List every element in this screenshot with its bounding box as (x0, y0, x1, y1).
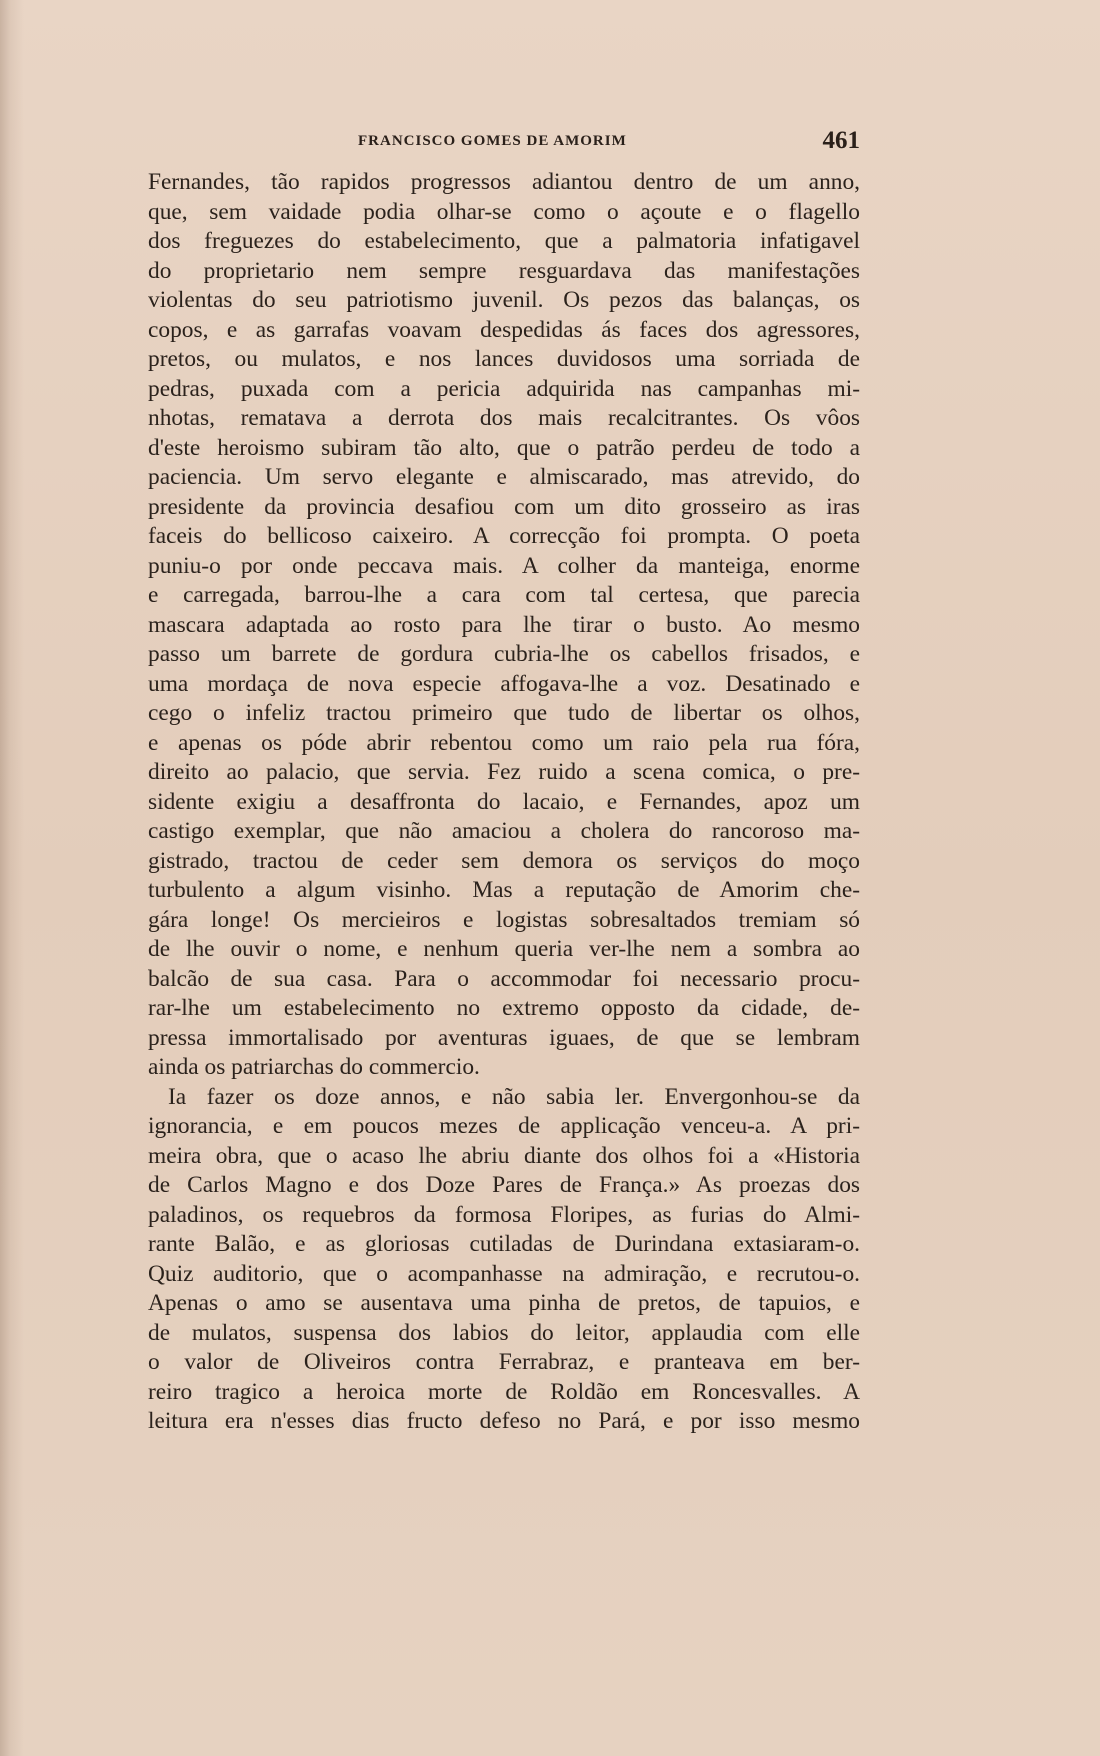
running-title: FRANCISCO GOMES DE AMORIM (358, 133, 627, 149)
text-line: puniu-o por onde peccava mais. A colher da manteiga, enorme (148, 552, 860, 579)
text-line: meira obra, que o acaso lhe abriu diante dos olhos foi a «Historia (148, 1142, 860, 1169)
text-line: passo um barrete de gordura cubria-lhe os cabellos frisados, e (148, 641, 860, 667)
text-line: de lhe ouvir o nome, e nenhum queria ver-lhe nem a sombra ao (148, 936, 860, 962)
text-line: dos freguezes do estabelecimento, que a palmatoria infatigavel (148, 228, 860, 254)
body-text (148, 168, 860, 1437)
text-line: direito ao palacio, que servia. Fez ruido a scena comica, o pre- (148, 759, 860, 785)
running-head (148, 127, 860, 157)
text-line: mascara adaptada ao rosto para lhe tirar o busto. Ao mesmo (148, 611, 860, 638)
text-line: faceis do bellicoso caixeiro. A correcção foi prompta. O poeta (148, 523, 860, 549)
text-line: uma mordaça de nova especie affogava-lhe a voz. Desatinado e (148, 670, 860, 697)
paragraph-start-line: Ia fazer os doze annos, e não sabia ler. Envergonhou-se da (168, 1083, 860, 1110)
text-line: e carregada, barrou-lhe a cara com tal certesa, que parecia (148, 582, 860, 608)
text-line: gára longe! Os mercieiros e logistas sobresaltados tremiam só (148, 906, 860, 933)
text-line: sidente exigiu a desaffronta do lacaio, e Fernandes, apoz um (148, 788, 860, 815)
text-line: pretos, ou mulatos, e nos lances duvidosos uma sorriada de (148, 346, 860, 372)
text-line: pressa immortalisado por aventuras iguaes, de que se lembram (148, 1024, 860, 1051)
text-line: e apenas os póde abrir rebentou como um raio pela rua fóra, (148, 729, 860, 756)
text-line: o valor de Oliveiros contra Ferrabraz, e pranteava em ber- (148, 1349, 860, 1375)
text-line: reiro tragico a heroica morte de Roldão em Roncesvalles. A (148, 1378, 860, 1405)
text-line: leitura era n'esses dias fructo defeso no Pará, e por isso mesmo (148, 1408, 860, 1434)
text-line: copos, e as garrafas voavam despedidas ás faces dos agressores, (148, 316, 860, 343)
text-line: gistrado, tractou de ceder sem demora os serviços do moço (148, 847, 860, 874)
text-line: violentas do seu patriotismo juvenil. Os pezos das balanças, os (148, 287, 860, 313)
text-line: Quiz auditorio, que o acompanhasse na admiração, e recrutou-o. (148, 1260, 860, 1287)
text-line: nhotas, rematava a derrota dos mais recalcitrantes. Os vôos (148, 405, 860, 431)
paragraph-end-line: ainda os patriarchas do commercio. (148, 1054, 480, 1080)
text-line: rar-lhe um estabelecimento no extremo opposto da cidade, de- (148, 995, 860, 1021)
text-line: turbulento a algum visinho. Mas a reputação de Amorim che- (148, 877, 860, 903)
text-line: que, sem vaidade podia olhar-se como o açoute e o flagello (148, 198, 860, 225)
text-line: balcão de sua casa. Para o accommodar foi necessario procu- (148, 965, 860, 992)
text-line: pedras, puxada com a pericia adquirida nas campanhas mi- (148, 375, 860, 402)
text-line: cego o infeliz tractou primeiro que tudo de libertar os olhos, (148, 700, 860, 726)
text-line: de mulatos, suspensa dos labios do leitor, applaudia com elle (148, 1319, 860, 1346)
text-line: paciencia. Um servo elegante e almiscarado, mas atrevido, do (148, 464, 860, 490)
text-line: do proprietario nem sempre resguardava das manifestações (148, 257, 860, 284)
text-line: presidente da provincia desafiou com um dito grosseiro as iras (148, 493, 860, 520)
text-line: paladinos, os requebros da formosa Floripes, as furias do Almi- (148, 1201, 860, 1228)
text-line: de Carlos Magno e dos Doze Pares de França.» As proezas dos (148, 1172, 860, 1198)
text-line: d'este heroismo subiram tão alto, que o patrão perdeu de todo a (148, 434, 860, 461)
text-line: ignorancia, e em poucos mezes de applicação venceu-a. A pri- (148, 1113, 860, 1139)
text-line: Apenas o amo se ausentava uma pinha de pretos, de tapuios, e (148, 1290, 860, 1316)
page-number: 461 (822, 127, 860, 154)
text-line: castigo exemplar, que não amaciou a cholera do rancoroso ma- (148, 818, 860, 844)
text-line: Fernandes, tão rapidos progressos adiantou dentro de um anno, (148, 169, 860, 195)
text-line: rante Balão, e as gloriosas cutiladas de Durindana extasiaram-o. (148, 1231, 860, 1257)
